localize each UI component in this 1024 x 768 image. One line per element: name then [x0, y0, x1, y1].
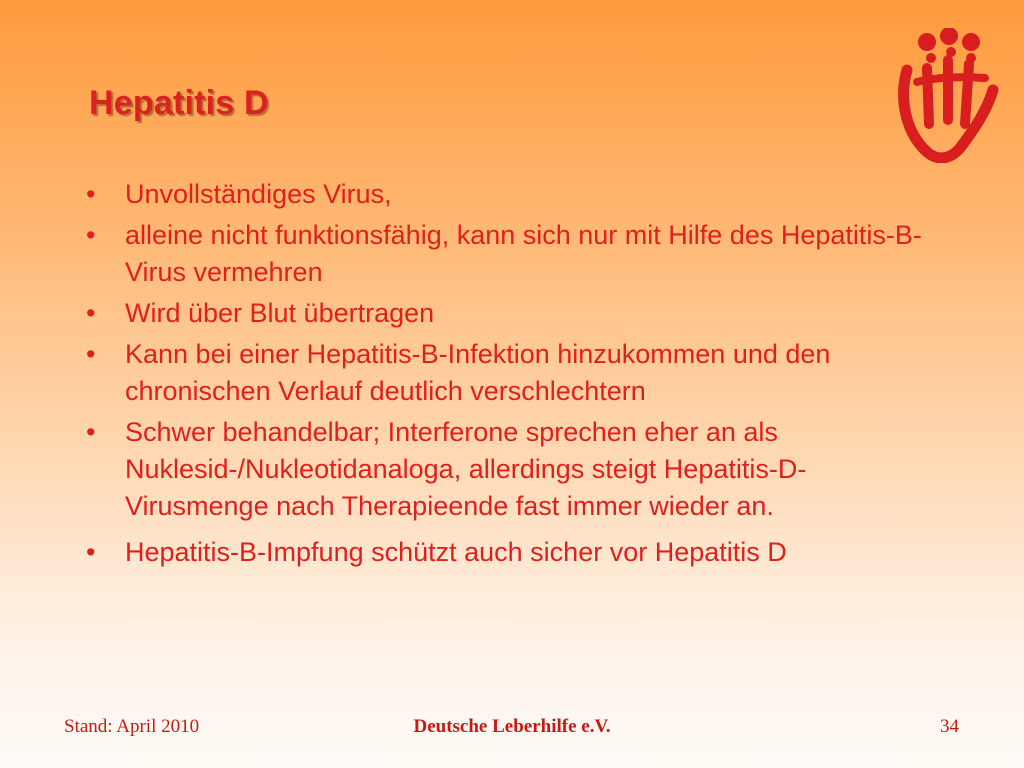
- deutsche-leberhilfe-logo-icon: [893, 28, 1003, 163]
- bullet-marker: •: [86, 339, 96, 369]
- list-item: [86, 414, 936, 525]
- bullet-marker: •: [86, 417, 96, 447]
- bullet-marker: •: [86, 537, 96, 567]
- bullet-text: alleine nicht funktionsfähig, kann sich nur mit Hilfe des Hepatitis-B-Virus vermehren: [125, 220, 922, 287]
- bullet-list: [86, 176, 936, 579]
- bullet-text: Hepatitis-B-Impfung schützt auch sicher vor Hepatitis D: [125, 537, 787, 567]
- list-item: [86, 217, 936, 291]
- slide-title: Hepatitis D: [89, 84, 269, 122]
- bullet-text: Unvollständiges Virus,: [125, 179, 392, 209]
- bullet-text: Wird über Blut übertragen: [125, 298, 435, 328]
- list-item: [86, 336, 936, 410]
- list-item: [86, 529, 936, 575]
- list-item: [86, 295, 936, 332]
- bullet-text: Schwer behandelbar; Interferone sprechen eher an als Nuklesid-/Nukleotidanaloga, allerdings steigt Hepatitis-D-Virusmenge nach Therapieende fast immer wieder an.: [125, 417, 807, 521]
- list-item: [86, 176, 936, 213]
- bullet-text: Kann bei einer Hepatitis-B-Infektion hinzukommen und den chronischen Verlauf deutlich verschlechtern: [125, 339, 831, 406]
- bullet-marker: •: [86, 179, 96, 209]
- bullet-marker: •: [86, 298, 96, 328]
- footer-date: Stand: April 2010: [64, 716, 200, 737]
- footer-organization: Deutsche Leberhilfe e.V.: [413, 716, 611, 737]
- bullet-marker: •: [86, 220, 96, 250]
- footer-page-number: 34: [940, 716, 959, 737]
